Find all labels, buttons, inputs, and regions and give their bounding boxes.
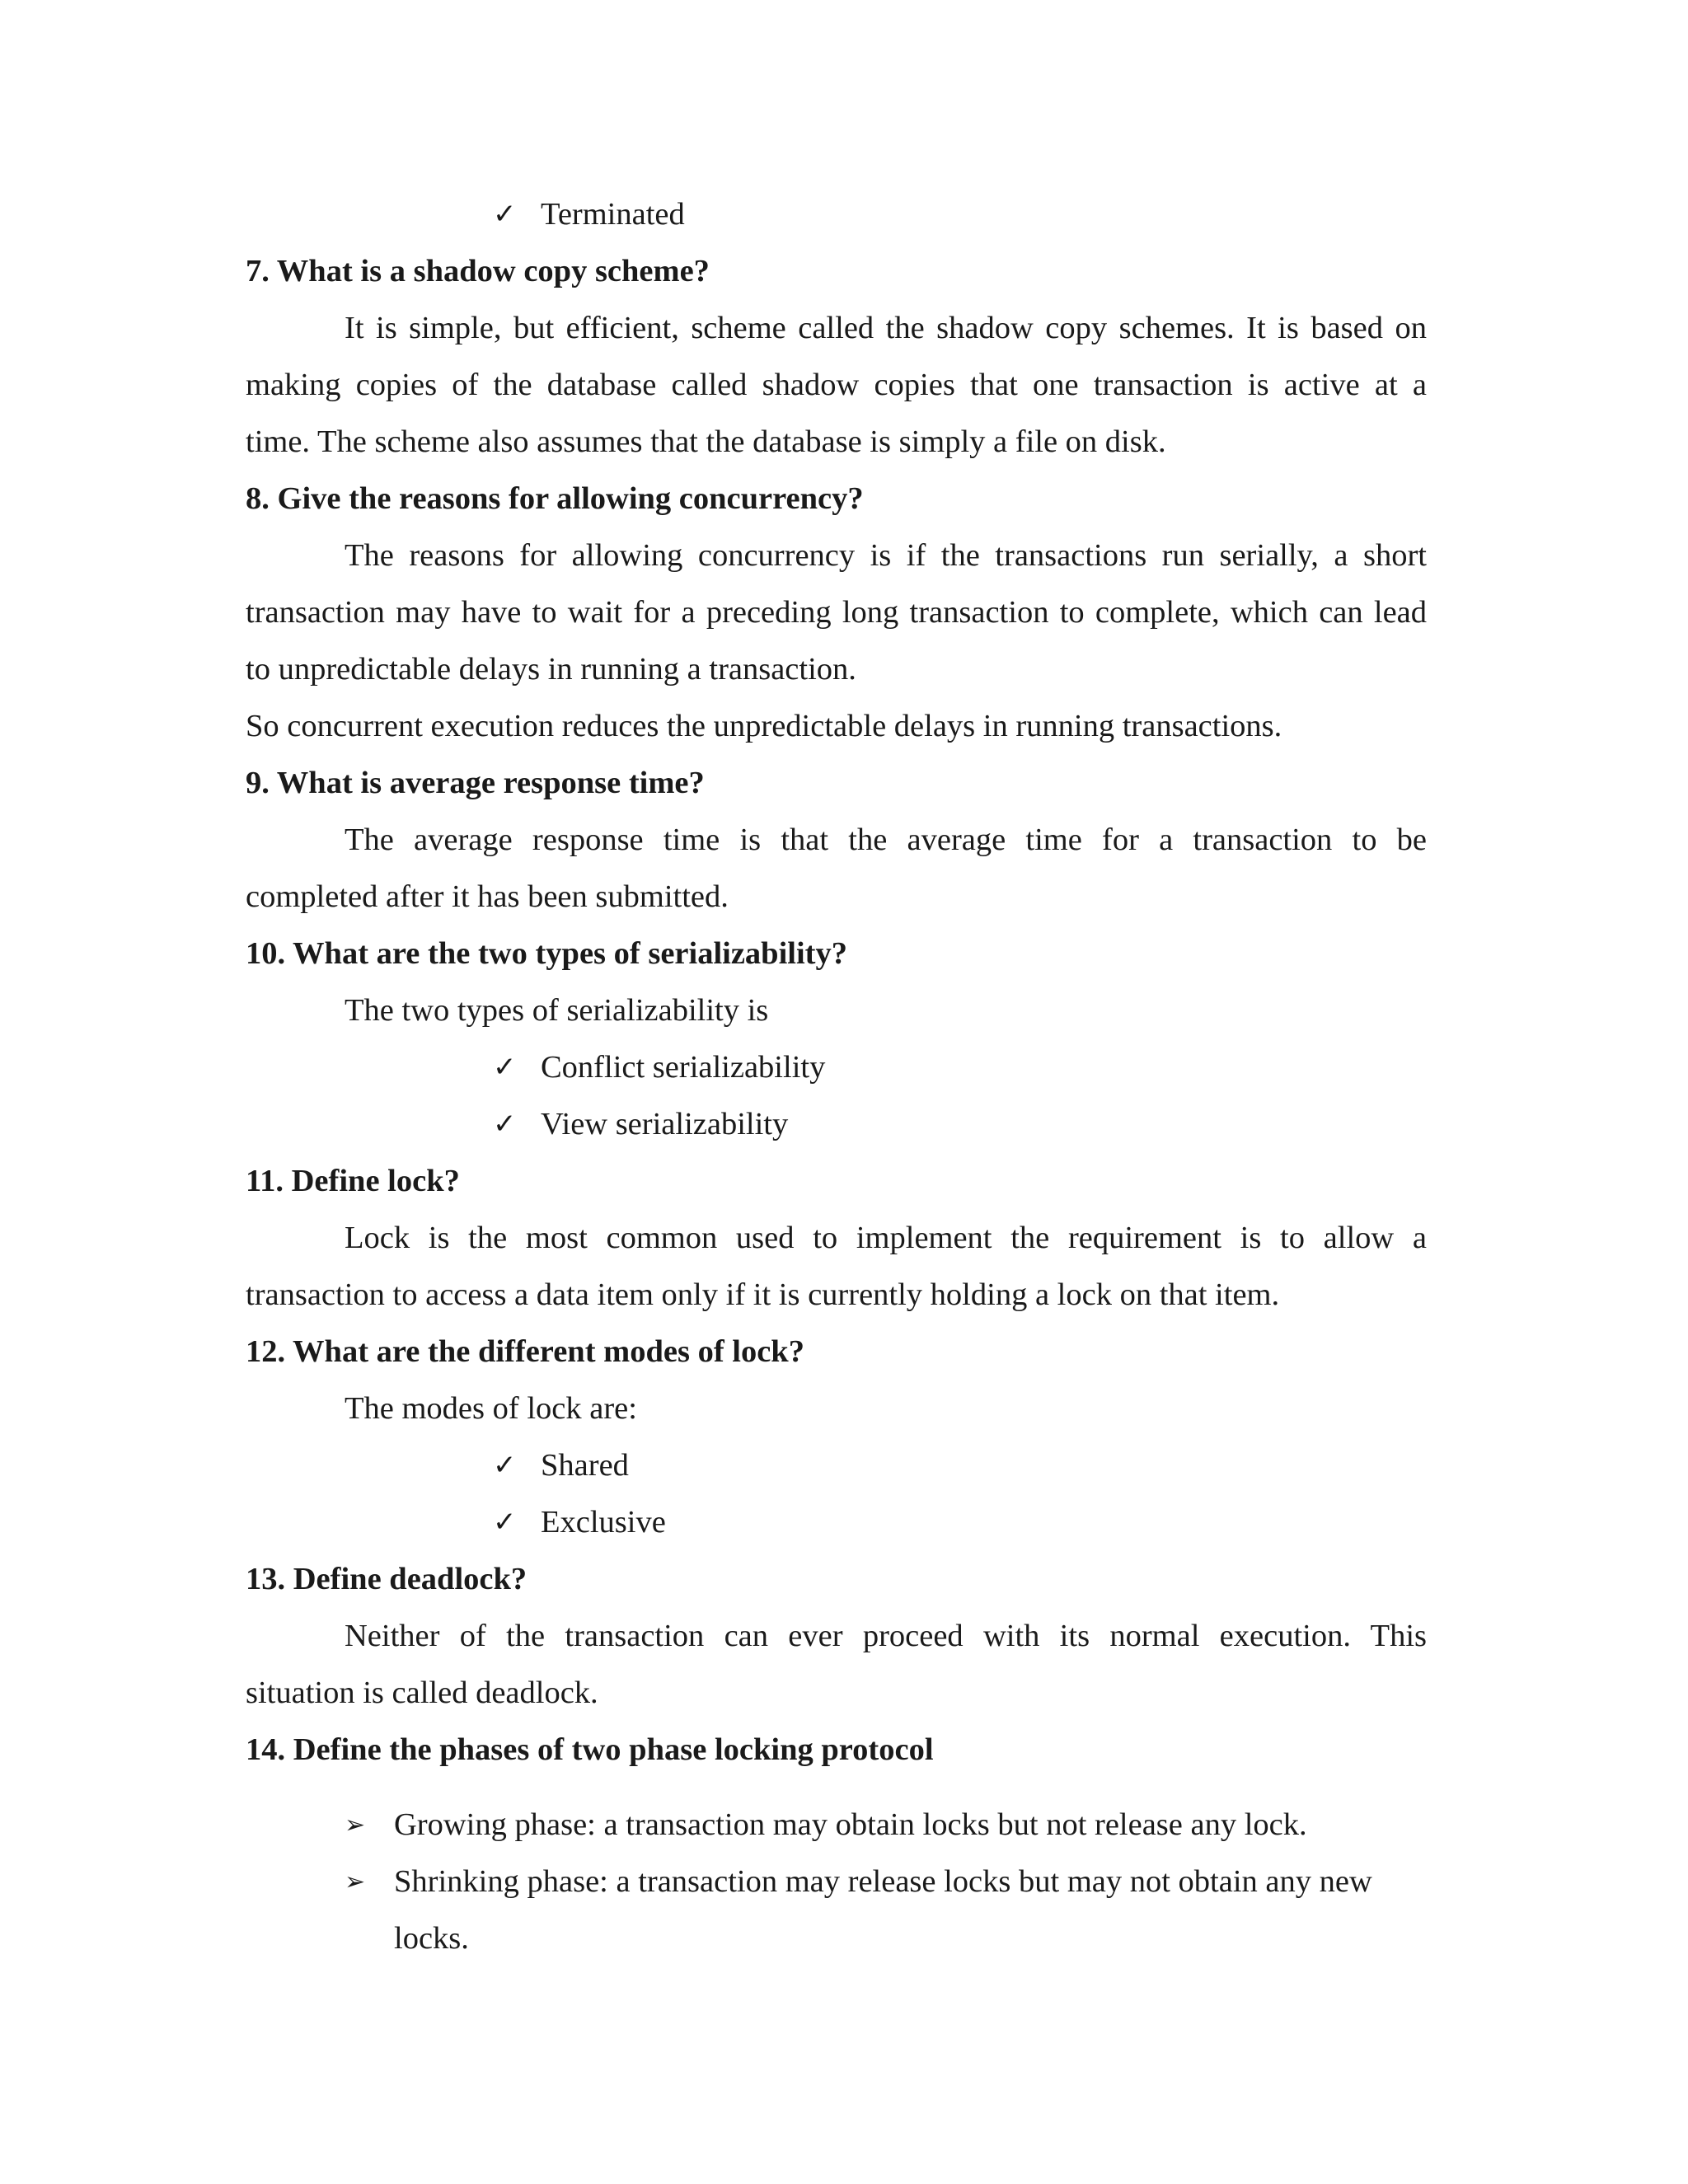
list-item: ➢ Growing phase: a transaction may obtain locks but not release any lock.: [246, 1797, 1427, 1854]
list-item: ➢ Shrinking phase: a transaction may release locks but may not obtain any new: [246, 1854, 1427, 1910]
spacer: [246, 1779, 1427, 1797]
list-item: ✓ Conflict serializability: [246, 1039, 1427, 1096]
paragraph-line: Neither of the transaction can ever proceed with its normal execution. This: [345, 1619, 1427, 1653]
list-item: ✓ Terminated: [246, 186, 1427, 243]
list-item-continuation: locks.: [394, 1921, 469, 1956]
paragraph-line: Lock is the most common used to implement the requirement is to allow a: [345, 1221, 1427, 1255]
document-page: [246, 186, 1427, 1967]
question-heading: 9. What is average response time?: [246, 766, 705, 800]
check-icon: ✓: [493, 198, 517, 231]
paragraph-line: situation is called deadlock.: [246, 1675, 598, 1710]
question-heading: 14. Define the phases of two phase locking protocol: [246, 1732, 934, 1767]
question-heading: 10. What are the two types of serializability?: [246, 936, 847, 971]
paragraph-line: It is simple, but efficient, scheme called the shadow copy schemes. It is based on: [345, 311, 1427, 345]
question-heading: 11. Define lock?: [246, 1164, 460, 1198]
check-icon: ✓: [493, 1449, 517, 1482]
arrow-bullet-icon: ➢: [345, 1868, 366, 1896]
paragraph-line: The reasons for allowing concurrency is if the transactions run serially, a short: [345, 538, 1427, 573]
list-item: ✓ View serializability: [246, 1096, 1427, 1153]
arrow-bullet-icon: ➢: [345, 1811, 366, 1840]
paragraph-line: transaction to access a data item only if it is currently holding a lock on that item.: [246, 1277, 1280, 1312]
paragraph-line: to unpredictable delays in running a transaction.: [246, 652, 856, 687]
paragraph-line: So concurrent execution reduces the unpredictable delays in running transactions.: [246, 709, 1282, 743]
list-item: ✓ Exclusive: [246, 1494, 1427, 1551]
check-icon: ✓: [493, 1506, 517, 1539]
check-icon: ✓: [493, 1108, 517, 1141]
paragraph-line: transaction may have to wait for a preceding long transaction to complete, which can lead: [246, 595, 1427, 630]
paragraph-line: completed after it has been submitted.: [246, 879, 729, 914]
paragraph-line: time. The scheme also assumes that the database is simply a file on disk.: [246, 424, 1166, 459]
question-heading: 12. What are the different modes of lock?: [246, 1334, 804, 1369]
paragraph-line: making copies of the database called shadow copies that one transaction is active at a: [246, 368, 1427, 402]
check-icon: ✓: [493, 1051, 517, 1084]
question-heading: 7. What is a shadow copy scheme?: [246, 254, 710, 288]
question-heading: 13. Define deadlock?: [246, 1562, 528, 1596]
question-heading: 8. Give the reasons for allowing concurrency?: [246, 481, 864, 516]
paragraph-line: The modes of lock are:: [345, 1391, 637, 1426]
paragraph-line: The two types of serializability is: [345, 993, 769, 1028]
list-item: ✓ Shared: [246, 1437, 1427, 1494]
paragraph-line: The average response time is that the average time for a transaction to be: [345, 823, 1427, 857]
